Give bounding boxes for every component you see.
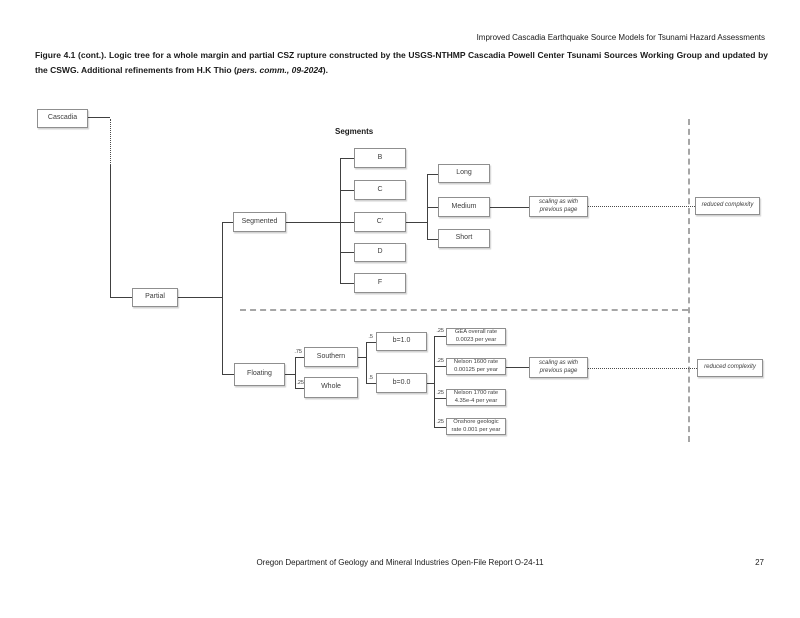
node-rate-nelson1600: Nelson 1600 rate 0.00125 per year bbox=[446, 358, 506, 375]
connector-partial-branch bbox=[222, 222, 223, 374]
connector-scaling-top-dotted bbox=[588, 206, 695, 207]
node-southern: Southern bbox=[304, 347, 358, 367]
connector-segmented-out bbox=[286, 222, 354, 223]
connector-cascadia-drop bbox=[110, 165, 111, 298]
footer-report-title: Oregon Department of Geology and Mineral Industries Open-File Report O-24-11 bbox=[256, 558, 544, 567]
running-header: Improved Cascadia Earthquake Source Models for Tsunami Hazard Assessments bbox=[476, 33, 765, 42]
connector-medium-to-scaling bbox=[490, 207, 529, 208]
connector-stub-b-low bbox=[366, 383, 376, 384]
branch-separator-dashed-line bbox=[240, 309, 688, 311]
connector-stub-seg-b bbox=[340, 158, 354, 159]
connector-stub-whole bbox=[295, 388, 304, 389]
connector-nelson1600-to-scaling bbox=[506, 367, 529, 368]
connector-stub-long bbox=[427, 174, 438, 175]
connector-partial-in bbox=[110, 297, 132, 298]
node-cascadia: Cascadia bbox=[37, 109, 88, 128]
connector-stub-medium bbox=[427, 207, 438, 208]
probability-label-rate-onshore: .25 bbox=[436, 419, 444, 425]
probability-label-rate-nelson1600: .25 bbox=[436, 358, 444, 364]
connector-cascadia-out bbox=[88, 117, 110, 118]
connector-rates-branch bbox=[434, 336, 435, 427]
node-reduced-complexity-bottom: reduced complexity bbox=[697, 359, 763, 377]
caption-closing-text: ). bbox=[322, 65, 328, 75]
page-number: 27 bbox=[755, 558, 764, 567]
node-reduced-complexity-top: reduced complexity bbox=[695, 197, 760, 215]
probability-label-southern: .75 bbox=[294, 349, 302, 355]
node-segment-d: D bbox=[354, 243, 406, 262]
connector-floating-out bbox=[285, 374, 295, 375]
node-length-short: Short bbox=[438, 229, 490, 248]
connector-stub-seg-f bbox=[340, 283, 354, 284]
node-segmented: Segmented bbox=[233, 212, 286, 232]
node-partial: Partial bbox=[132, 288, 178, 307]
node-segment-f: F bbox=[354, 273, 406, 293]
probability-label-b-high: .5 bbox=[368, 334, 373, 340]
node-scaling-bottom: scaling as with previous page bbox=[529, 357, 588, 378]
connector-stub-rate-onshore bbox=[434, 427, 446, 428]
collapse-boundary-dashed-line bbox=[688, 119, 690, 442]
connector-floating-in bbox=[222, 374, 234, 375]
caption-text: Figure 4.1 (cont.). Logic tree for a whole margin and partial CSZ rupture constructed by the USGS-NTHMP Cascadia Powell Center Tsunami Sources Working Group and updated by the CSWG. Additional refinements from H.K Thio ( bbox=[35, 50, 768, 75]
node-length-long: Long bbox=[438, 164, 490, 183]
node-rate-onshore: Onshore geologic rate 0.001 per year bbox=[446, 418, 506, 435]
node-floating: Floating bbox=[234, 363, 285, 386]
probability-label-rate-gea: .25 bbox=[436, 328, 444, 334]
connector-stub-seg-d bbox=[340, 252, 354, 253]
node-scaling-top: scaling as with previous page bbox=[529, 196, 588, 217]
node-length-medium: Medium bbox=[438, 197, 490, 217]
node-rate-nelson1700: Nelson 1700 rate 4.35e-4 per year bbox=[446, 389, 506, 406]
node-rate-gea: GEA overall rate 0.0023 per year bbox=[446, 328, 506, 345]
connector-stub-southern bbox=[295, 357, 304, 358]
connector-cprime-out bbox=[406, 222, 427, 223]
connector-blow-out bbox=[427, 383, 434, 384]
node-segment-cprime: C' bbox=[354, 212, 406, 232]
connector-stub-b-high bbox=[366, 342, 376, 343]
segments-heading: Segments bbox=[335, 127, 374, 136]
connector-segments-branch bbox=[340, 158, 341, 283]
caption-italic-text: pers. comm., 09-2024 bbox=[236, 65, 323, 75]
connector-scaling-bottom-dotted bbox=[588, 368, 697, 369]
node-whole: Whole bbox=[304, 377, 358, 398]
connector-partial-out bbox=[178, 297, 222, 298]
connector-stub-seg-c bbox=[340, 190, 354, 191]
probability-label-rate-nelson1700: .25 bbox=[436, 390, 444, 396]
node-b-high: b=1.0 bbox=[376, 332, 427, 351]
connector-stub-rate-gea bbox=[434, 336, 446, 337]
connector-stub-rate-nelson1600 bbox=[434, 366, 446, 367]
node-segment-c: C bbox=[354, 180, 406, 200]
node-b-low: b=0.0 bbox=[376, 373, 427, 393]
node-segment-b: B bbox=[354, 148, 406, 168]
connector-stub-short bbox=[427, 239, 438, 240]
connector-cascadia-dotted-drop bbox=[110, 119, 111, 165]
connector-southern-out bbox=[358, 357, 366, 358]
probability-label-whole: .25 bbox=[296, 380, 304, 386]
connector-stub-rate-nelson1700 bbox=[434, 398, 446, 399]
probability-label-b-low: .5 bbox=[368, 375, 373, 381]
